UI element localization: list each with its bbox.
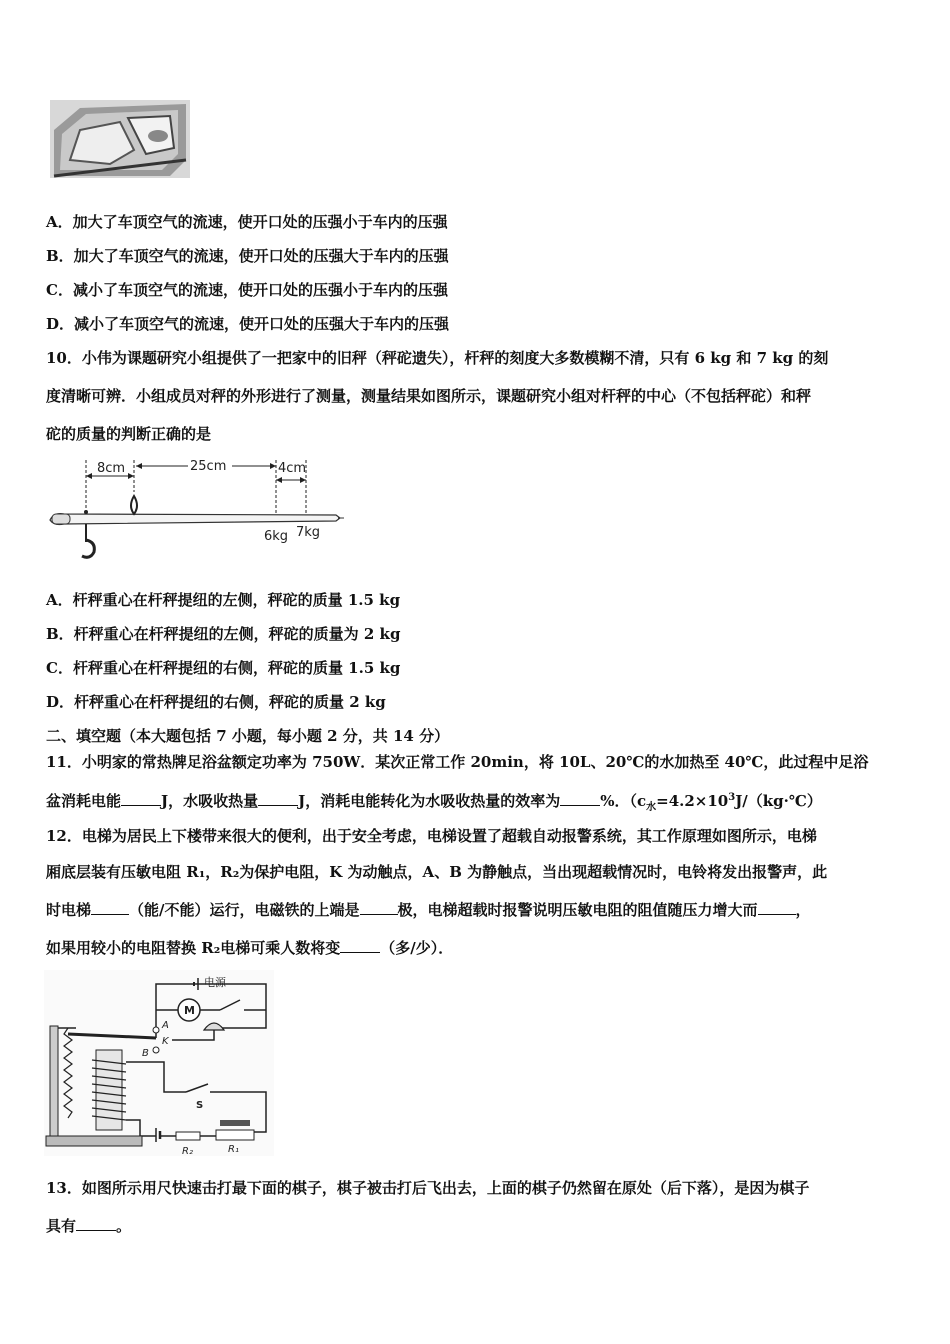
q11-sub-water: 水 bbox=[646, 802, 657, 813]
q9-option-b: B．加大了车顶空气的流速，使开口处的压强大于车内的压强 bbox=[46, 247, 449, 265]
q11-line2 bbox=[46, 788, 822, 818]
steelyard-diagram bbox=[44, 452, 354, 568]
q12-text-b: （能/不能）运行，电磁铁的上端是 bbox=[129, 901, 360, 919]
q10-stem-line2: 度清晰可辨．小组成员对秤的外形进行了测量，测量结果如图所示，课题研究小组对杆秤的中心（不包括秤砣）和秤 bbox=[46, 387, 812, 405]
car-roof-photo bbox=[50, 100, 190, 178]
q9-option-a: A．加大了车顶空气的流速，使开口处的压强小于车内的压强 bbox=[46, 213, 448, 231]
q12-text-e: 如果用较小的电阻替换 R₂电梯可乘人数将变 bbox=[46, 939, 341, 957]
q11-blank-1[interactable] bbox=[121, 791, 161, 806]
q12-line2: 厢底层装有压敏电阻 R₁，R₂为保护电阻，K 为动触点，A、B 为静触点，当出现超载情况时，电铃将发出报警声，此 bbox=[46, 863, 828, 881]
q11-line1: 11．小明家的常热牌足浴盆额定功率为 750W．某次正常工作 20min，将 10L、20℃的水加热至 40℃，此过程中足浴 bbox=[46, 753, 869, 771]
q10-stem-line3: 砣的质量的判断正确的是 bbox=[46, 425, 212, 443]
dim-4cm: 4cm bbox=[278, 461, 307, 476]
q10-option-a: A．杆秤重心在杆秤提纽的左侧，秤砣的质量 1.5 kg bbox=[46, 591, 401, 609]
section2-heading: 二、填空题（本大题包括 7 小题，每小题 2 分，共 14 分） bbox=[46, 727, 450, 745]
q12-blank-2[interactable] bbox=[360, 900, 398, 915]
q13-line2 bbox=[46, 1216, 131, 1236]
q11-text-d: %．（c bbox=[600, 792, 647, 810]
q12-text-a: 时电梯 bbox=[46, 901, 92, 919]
q11-text-f: J/（kg·℃） bbox=[735, 792, 822, 810]
q13-line1: 13．如图所示用尺快速击打最下面的棋子，棋子被击打后飞出去，上面的棋子仍然留在原处（后下落），是因为棋子 bbox=[46, 1179, 810, 1197]
q12-line3 bbox=[46, 900, 811, 920]
q9-option-d: D．减小了车顶空气的流速，使开口处的压强大于车内的压强 bbox=[46, 315, 450, 333]
q10-option-c: C．杆秤重心在杆秤提纽的右侧，秤砣的质量 1.5 kg bbox=[46, 659, 401, 677]
q11-blank-2[interactable] bbox=[258, 791, 298, 806]
q12-line1: 12．电梯为居民上下楼带来很大的便利，出于安全考虑，电梯设置了超载自动报警系统，其工作原理如图所示，电梯 bbox=[46, 827, 817, 845]
q11-blank-3[interactable] bbox=[560, 791, 600, 806]
mark-7kg: 7kg bbox=[296, 525, 321, 540]
power-source-label: 电源 bbox=[204, 976, 226, 989]
q12-line4 bbox=[46, 938, 453, 958]
q12-text-f: （多/少）． bbox=[380, 939, 454, 957]
motor-label: M bbox=[184, 1004, 195, 1017]
q13-text-a: 具有 bbox=[46, 1217, 77, 1235]
r2-label: R₂ bbox=[182, 1146, 193, 1156]
dim-25cm: 25cm bbox=[190, 459, 227, 474]
switch-s-label: S bbox=[196, 1100, 204, 1111]
r1-label: R₁ bbox=[228, 1144, 239, 1155]
contact-k-label: K bbox=[162, 1036, 169, 1047]
q12-text-c: 极，电梯超载时报警说明压敏电阻的阻值随压力增大而 bbox=[397, 901, 758, 919]
q12-blank-3[interactable] bbox=[758, 900, 796, 915]
q12-blank-1[interactable] bbox=[91, 900, 129, 915]
q13-text-b: 。 bbox=[116, 1217, 132, 1235]
q11-text-c: J，消耗电能转化为水吸收热量的效率为 bbox=[298, 792, 561, 810]
elevator-alarm-circuit bbox=[44, 970, 274, 1156]
q12-blank-4[interactable] bbox=[340, 938, 380, 953]
dim-8cm: 8cm bbox=[97, 461, 126, 476]
q12-text-d: ， bbox=[795, 901, 811, 919]
contact-b-label: B bbox=[142, 1048, 149, 1059]
mark-6kg: 6kg bbox=[264, 529, 289, 544]
q10-option-b: B．杆秤重心在杆秤提纽的左侧，秤砣的质量为 2 kg bbox=[46, 625, 401, 643]
q13-blank-1[interactable] bbox=[76, 1216, 116, 1231]
contact-a-label: A bbox=[162, 1020, 169, 1031]
q10-option-d: D．杆秤重心在杆秤提纽的右侧，秤砣的质量 2 kg bbox=[46, 693, 386, 711]
q11-text-a: 盆消耗电能 bbox=[46, 792, 122, 810]
q9-option-c: C．减小了车顶空气的流速，使开口处的压强小于车内的压强 bbox=[46, 281, 448, 299]
q11-text-b: J，水吸收热量 bbox=[161, 792, 259, 810]
q11-sup: 3 bbox=[728, 792, 736, 803]
q10-stem-line1: 10．小伟为课题研究小组提供了一把家中的旧秤（秤砣遗失），杆秤的刻度大多数模糊不清，只有 6 kg 和 7 kg 的刻 bbox=[46, 349, 829, 367]
q11-text-e: =4.2×10 bbox=[656, 792, 729, 810]
